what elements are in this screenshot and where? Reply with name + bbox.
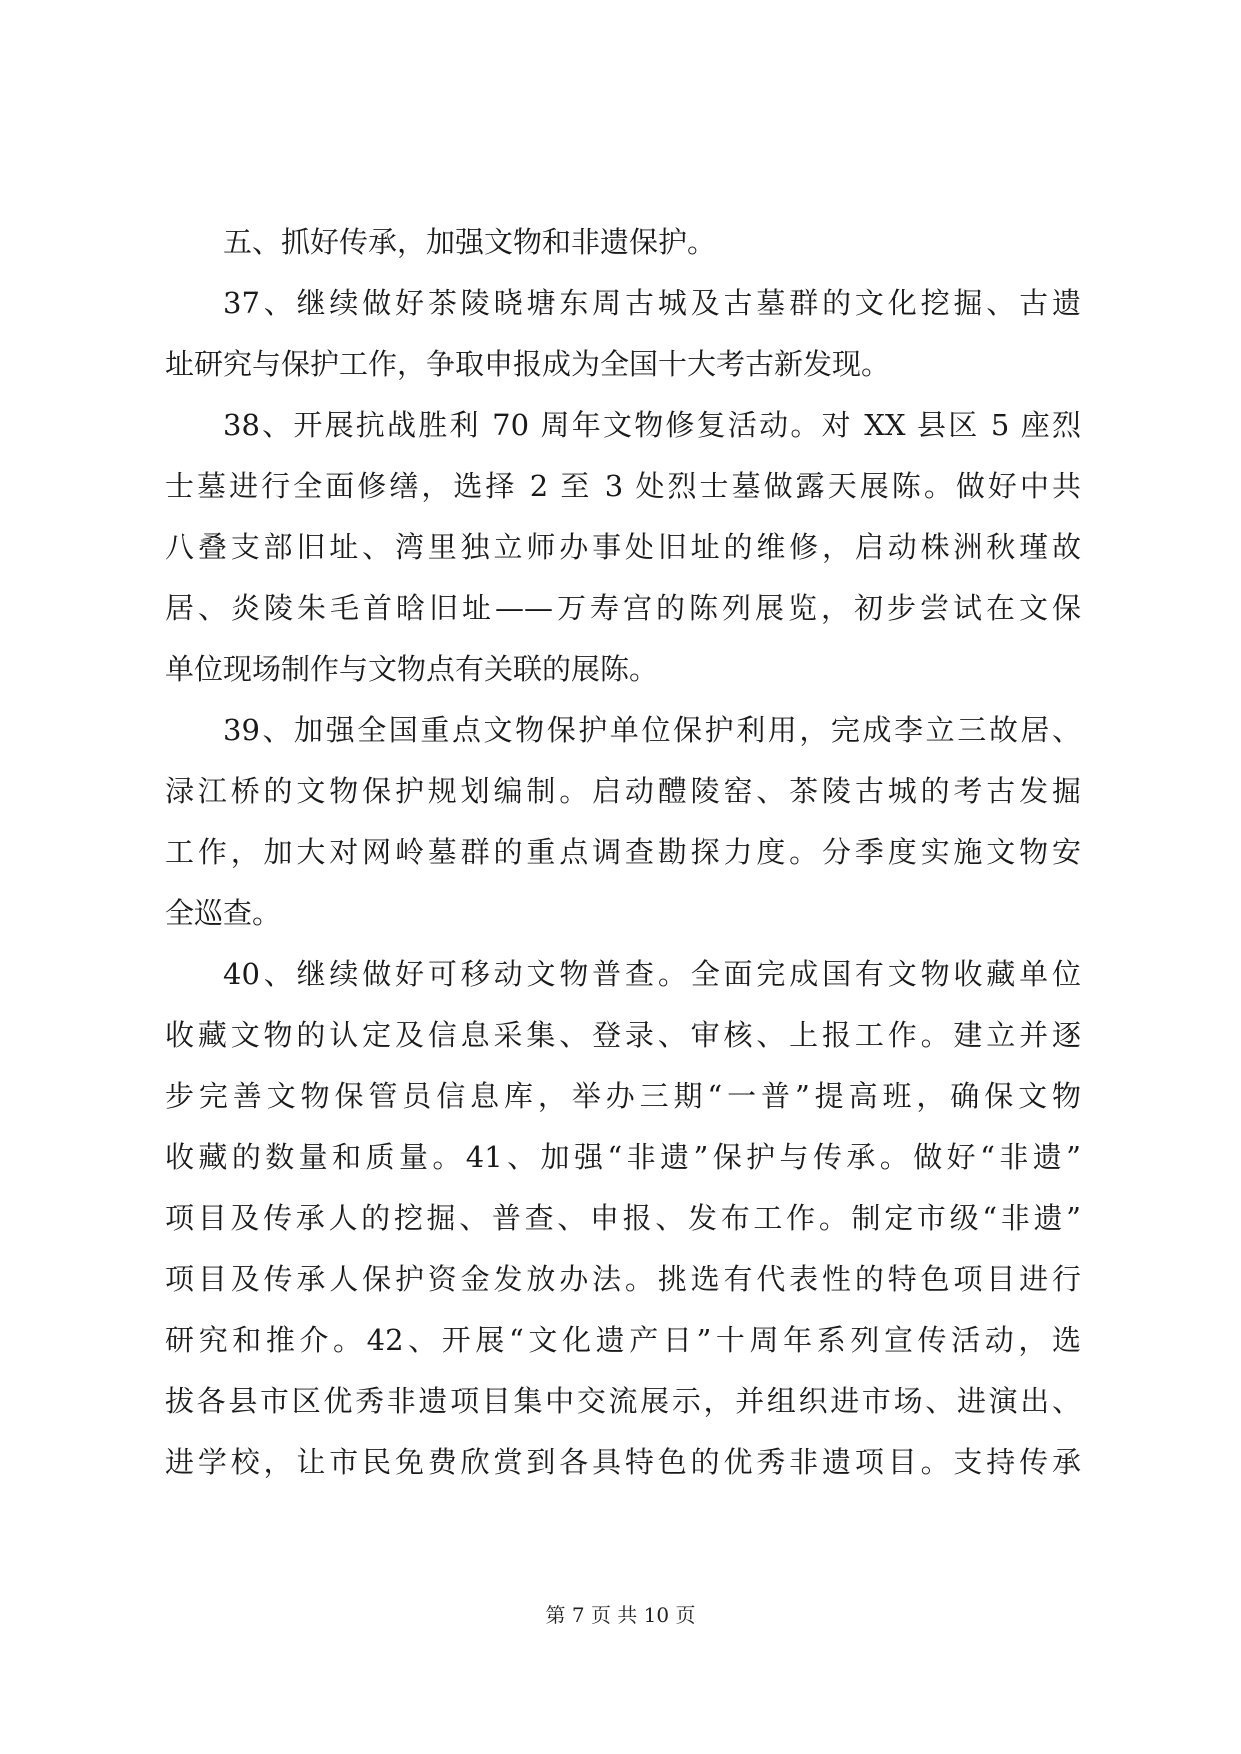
text-line: 八叠支部旧址、湾里独立师办事处旧址的维修，启动株洲秋瑾故 bbox=[165, 530, 1081, 564]
text-line: 收藏的数量和质量。41、加强“非遗”保护与传承。做好“非遗” bbox=[165, 1140, 1081, 1174]
text-line: 工作，加大对网岭墓群的重点调查勘探力度。分季度实施文物安 bbox=[165, 835, 1081, 869]
text-line: 士墓进行全面修缮，选择 2 至 3 处烈士墓做露天展陈。做好中共 bbox=[165, 469, 1081, 503]
document-body bbox=[165, 212, 1081, 1493]
text-line: 研究和推介。42、开展“文化遗产日”十周年系列宣传活动，选 bbox=[165, 1323, 1081, 1357]
text-line: 40、继续做好可移动文物普查。全面完成国有文物收藏单位 bbox=[223, 957, 1081, 991]
text-line: 收藏文物的认定及信息采集、登录、审核、上报工作。建立并逐 bbox=[165, 1018, 1081, 1052]
text-line: 项目及传承人保护资金发放办法。挑选有代表性的特色项目进行 bbox=[165, 1262, 1081, 1296]
text-line: 步完善文物保管员信息库，举办三期“一普”提高班，确保文物 bbox=[165, 1079, 1081, 1113]
text-line: 38、开展抗战胜利 70 周年文物修复活动。对 XX 县区 5 座烈 bbox=[223, 408, 1081, 442]
text-line: 渌江桥的文物保护规划编制。启动醴陵窑、茶陵古城的考古发掘 bbox=[165, 774, 1081, 808]
text-line: 进学校，让市民免费欣赏到各具特色的优秀非遗项目。支持传承 bbox=[165, 1445, 1081, 1479]
text-line: 37、继续做好茶陵晓塘东周古城及古墓群的文化挖掘、古遗 bbox=[223, 286, 1081, 320]
text-line: 址研究与保护工作，争取申报成为全国十大考古新发现。 bbox=[165, 347, 891, 381]
text-line: 项目及传承人的挖掘、普查、申报、发布工作。制定市级“非遗” bbox=[165, 1201, 1081, 1235]
text-line: 39、加强全国重点文物保护单位保护利用，完成李立三故居、 bbox=[223, 713, 1081, 747]
text-line: 居、炎陵朱毛首晗旧址——万寿宫的陈列展览，初步尝试在文保 bbox=[165, 591, 1081, 625]
text-line: 五、抓好传承，加强文物和非遗保护。 bbox=[223, 225, 717, 259]
text-line: 拔各县市区优秀非遗项目集中交流展示，并组织进市场、进演出、 bbox=[165, 1384, 1081, 1418]
page-number-footer: 第 7 页 共 10 页 bbox=[545, 1603, 696, 1627]
text-line: 全巡查。 bbox=[165, 896, 282, 930]
text-line: 单位现场制作与文物点有关联的展陈。 bbox=[165, 652, 659, 686]
